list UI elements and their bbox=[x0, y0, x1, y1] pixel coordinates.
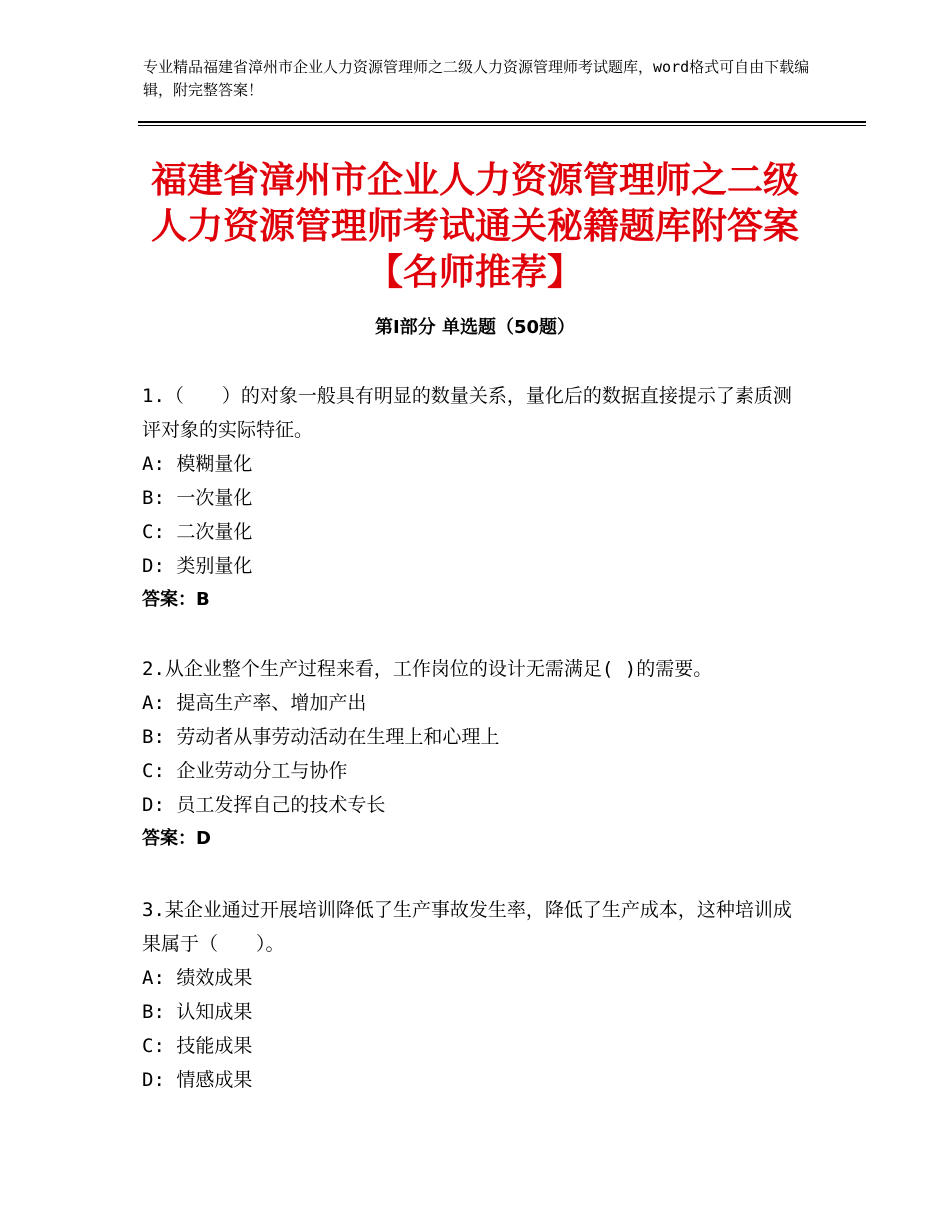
header-divider-thick bbox=[138, 121, 866, 123]
option-d: D: 员工发挥自己的技术专长 bbox=[142, 794, 386, 816]
question-stem: 2.从企业整个生产过程来看，工作岗位的设计无需满足( )的需要。 bbox=[142, 658, 713, 680]
option-a: A: 模糊量化 bbox=[142, 453, 253, 475]
document-title: 福建省漳州市企业人力资源管理师之二级人力资源管理师考试通关秘籍题库附答案【名师推荐】 bbox=[150, 160, 799, 293]
question-2 bbox=[142, 652, 807, 856]
option-a: A: 绩效成果 bbox=[142, 967, 253, 989]
option-d: D: 情感成果 bbox=[142, 1069, 253, 1091]
option-b: B: 认知成果 bbox=[142, 1001, 253, 1023]
section-heading: 第Ⅰ部分 单选题（50题） bbox=[374, 317, 575, 338]
question-1 bbox=[142, 379, 807, 617]
answer-label: 答案：B bbox=[142, 589, 210, 610]
option-c: C: 二次量化 bbox=[142, 521, 253, 543]
question-stem: 3.某企业通过开展培训降低了生产事故发生率，降低了生产成本，这种培训成果属于（ ）。 bbox=[142, 899, 792, 955]
header-divider-thin bbox=[138, 125, 866, 126]
option-b: B: 劳动者从事劳动活动在生理上和心理上 bbox=[142, 726, 500, 748]
question-3 bbox=[142, 893, 807, 1097]
option-b: B: 一次量化 bbox=[142, 487, 253, 509]
header-note: 专业精品福建省漳州市企业人力资源管理师之二级人力资源管理师考试题库，word格式可自由下载编辑，附完整答案！ bbox=[143, 58, 810, 99]
question-stem: 1.（ ）的对象一般具有明显的数量关系，量化后的数据直接提示了素质测评对象的实际特征。 bbox=[142, 385, 792, 441]
option-d: D: 类别量化 bbox=[142, 555, 253, 577]
option-a: A: 提高生产率、增加产出 bbox=[142, 692, 367, 714]
answer-label: 答案：D bbox=[142, 828, 211, 849]
option-c: C: 企业劳动分工与协作 bbox=[142, 760, 348, 782]
option-c: C: 技能成果 bbox=[142, 1035, 253, 1057]
